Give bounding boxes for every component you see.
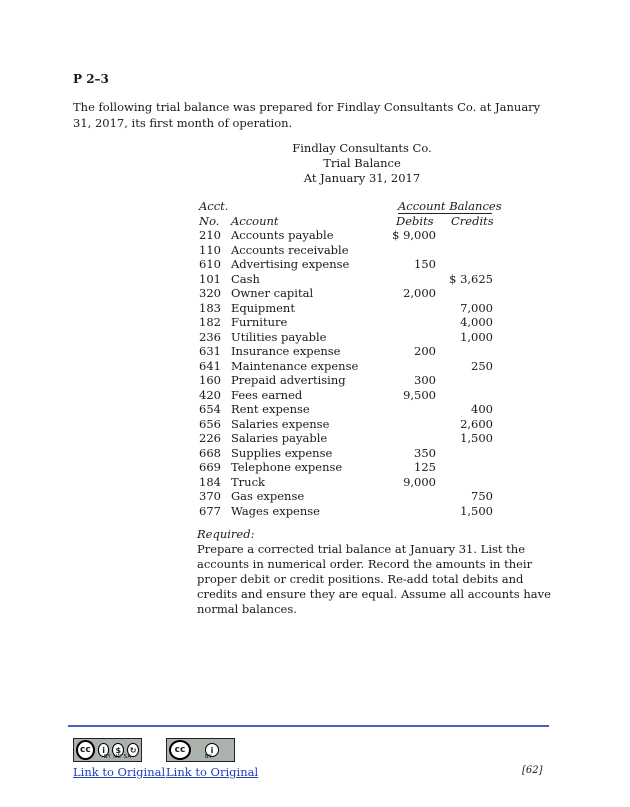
required-section bbox=[197, 527, 557, 617]
company-name: Findlay Consultants Co. bbox=[292, 141, 432, 155]
problem-id: P 2–3 bbox=[73, 72, 109, 86]
credit-cell: 250 bbox=[471, 358, 493, 373]
acct-no-cell: 370 bbox=[199, 489, 221, 503]
account-name-cell: Equipment bbox=[231, 300, 295, 315]
link-to-original-1[interactable]: Link to Original bbox=[73, 765, 166, 779]
account-name-cell: Accounts payable bbox=[231, 228, 334, 242]
account-name-cell: Insurance expense bbox=[231, 344, 341, 358]
acct-label-1: Acct. bbox=[199, 199, 229, 213]
account-label: Account bbox=[231, 213, 279, 228]
debit-cell: 9,500 bbox=[403, 387, 436, 402]
account-name-cell: Furniture bbox=[231, 315, 288, 329]
required-text: Prepare a corrected trial balance at January 31. List the accounts in numerical order. Record the amounts in their proper debit or credit positions. Re-add total debits and credits and ensure they are equal. Assume all accounts have normal balances. bbox=[197, 542, 551, 616]
credit-cell: 7,000 bbox=[460, 300, 493, 315]
acct-no-cell: 641 bbox=[199, 358, 221, 373]
acct-no-cell: 669 bbox=[199, 460, 221, 474]
credit-cell: $ 3,625 bbox=[449, 271, 493, 286]
credit-cell: 2,600 bbox=[460, 416, 493, 431]
balances-label: Account Balances bbox=[398, 199, 502, 213]
badge1-text: BY NC SA bbox=[104, 754, 132, 760]
cc-by-nc-sa-badge bbox=[73, 738, 142, 762]
account-name-cell: Telephone expense bbox=[231, 460, 343, 474]
acct-no-cell: 668 bbox=[199, 445, 221, 460]
acct-no-cell: 101 bbox=[199, 271, 221, 286]
link-to-original-2[interactable]: Link to Original bbox=[166, 765, 259, 779]
debit-cell: 200 bbox=[414, 344, 436, 358]
debits-label: Debits bbox=[396, 213, 434, 228]
acct-no-cell: 610 bbox=[199, 257, 221, 271]
report-date: At January 31, 2017 bbox=[303, 171, 421, 185]
acct-no-cell: 656 bbox=[199, 416, 221, 431]
account-name-cell: Advertising expense bbox=[231, 257, 350, 271]
account-name-cell: Wages expense bbox=[231, 503, 320, 518]
credit-cell: 750 bbox=[471, 489, 493, 503]
credits-label: Credits bbox=[451, 213, 494, 228]
acct-no-cell: 160 bbox=[199, 373, 221, 387]
account-name-cell: Owner capital bbox=[231, 286, 314, 300]
cc-icon: cc bbox=[169, 740, 191, 760]
debit-cell: 150 bbox=[414, 257, 436, 271]
acct-no-cell: 182 bbox=[199, 315, 221, 329]
acct-no-cell: 110 bbox=[199, 242, 221, 257]
debit-cell: 9,000 bbox=[403, 474, 436, 489]
acct-no-cell: 183 bbox=[199, 300, 221, 315]
acct-no-cell: 677 bbox=[199, 503, 221, 518]
report-header bbox=[0, 141, 630, 186]
account-name-cell: Salaries expense bbox=[231, 416, 330, 431]
acct-no-cell: 226 bbox=[199, 431, 221, 445]
report-title: Trial Balance bbox=[323, 156, 401, 170]
account-name-cell: Truck bbox=[231, 474, 265, 489]
credit-cell: 400 bbox=[471, 402, 493, 416]
account-name-cell: Supplies expense bbox=[231, 445, 333, 460]
account-name-cell: Maintenance expense bbox=[231, 358, 359, 373]
debit-cell: $ 9,000 bbox=[392, 228, 436, 242]
account-name-cell: Rent expense bbox=[231, 402, 310, 416]
person-icon: i bbox=[98, 743, 110, 757]
debit-cell: 350 bbox=[414, 445, 436, 460]
required-title: Required: bbox=[197, 527, 255, 541]
acct-label-2: No. bbox=[199, 213, 220, 228]
credit-cell: 1,500 bbox=[460, 431, 493, 445]
account-name-cell: Accounts receivable bbox=[231, 242, 349, 257]
intro-paragraph: The following trial balance was prepared for Findlay Consultants Co. at January 31, 2017, its first month of operation. bbox=[73, 100, 541, 130]
debit-cell: 300 bbox=[414, 373, 436, 387]
sharealike-icon: ↻ bbox=[127, 743, 139, 757]
acct-no-cell: 320 bbox=[199, 286, 221, 300]
account-name-cell: Cash bbox=[231, 271, 260, 286]
acct-no-cell: 210 bbox=[199, 228, 221, 242]
credit-cell: 1,500 bbox=[460, 503, 493, 518]
account-name-cell: Fees earned bbox=[231, 387, 303, 402]
account-name-cell: Prepaid advertising bbox=[231, 373, 346, 387]
account-name-cell: Gas expense bbox=[231, 489, 305, 503]
acct-no-cell: 184 bbox=[199, 474, 221, 489]
account-name-cell: Utilities payable bbox=[231, 329, 327, 344]
cc-icon: cc bbox=[76, 740, 95, 760]
debit-cell: 125 bbox=[414, 460, 436, 474]
credit-cell: 4,000 bbox=[460, 315, 493, 329]
footer-rule bbox=[68, 725, 549, 727]
badge2-text: BY bbox=[205, 754, 213, 760]
page-number: [62] bbox=[522, 765, 543, 776]
debit-cell: 2,000 bbox=[403, 286, 436, 300]
acct-no-cell: 631 bbox=[199, 344, 221, 358]
acct-no-cell: 420 bbox=[199, 387, 221, 402]
account-name-cell: Salaries payable bbox=[231, 431, 328, 445]
cc-by-badge bbox=[166, 738, 235, 762]
acct-no-cell: 236 bbox=[199, 329, 221, 344]
credit-cell: 1,000 bbox=[460, 329, 493, 344]
person-icon: i bbox=[205, 743, 219, 757]
acct-no-cell: 654 bbox=[199, 402, 221, 416]
noncommercial-icon: $ bbox=[112, 743, 124, 757]
